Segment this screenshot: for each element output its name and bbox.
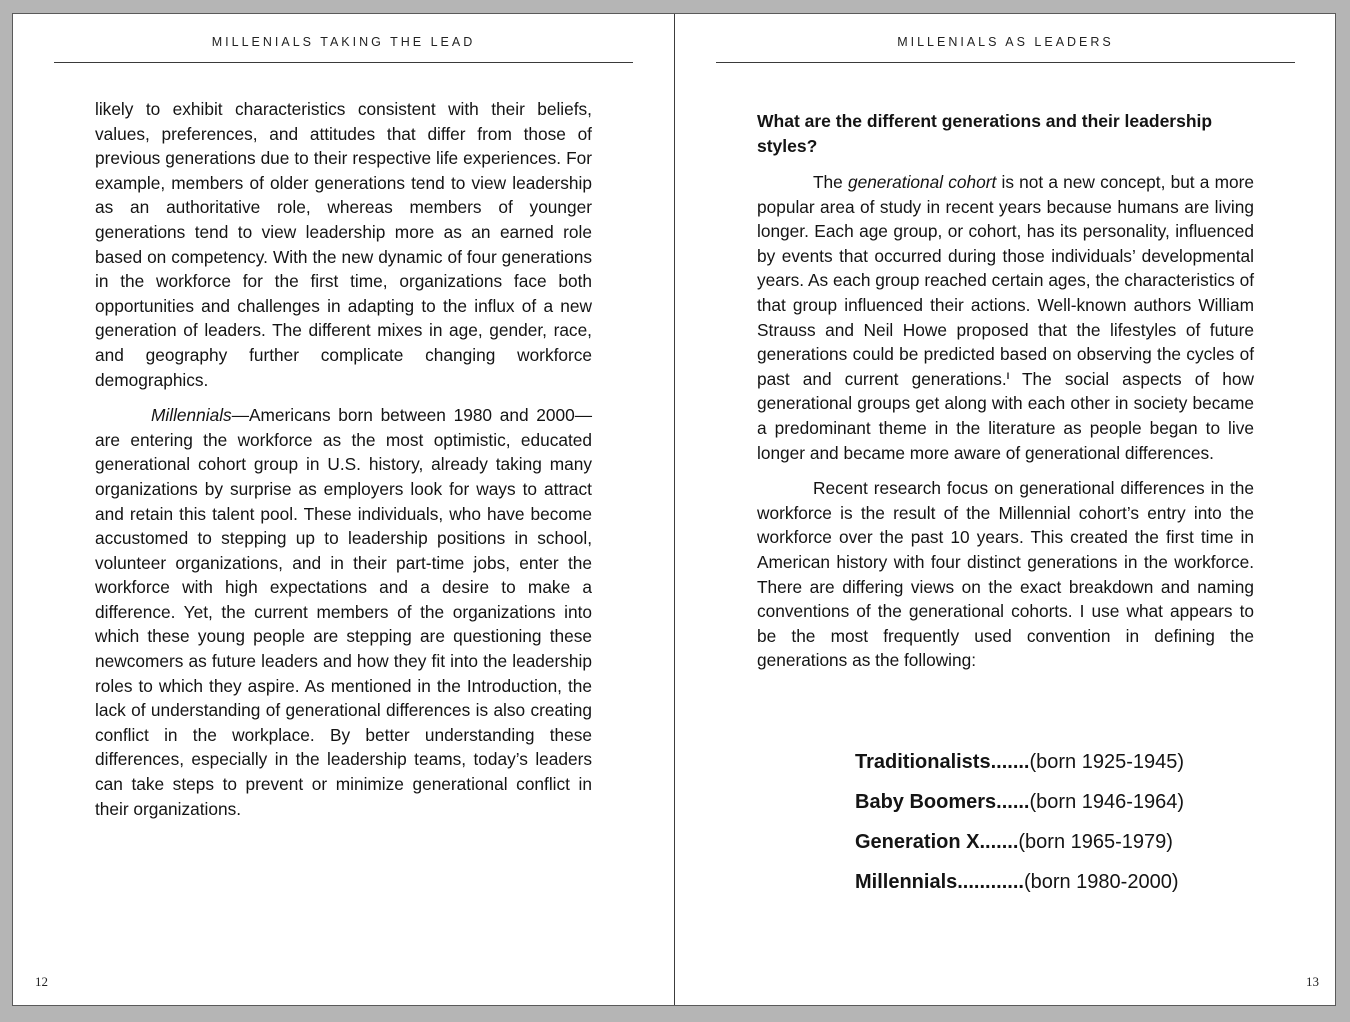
left-page-body [95, 97, 592, 832]
generation-name: Millennials............ [855, 871, 1024, 893]
header-rule-left [54, 62, 633, 63]
paragraph [95, 403, 592, 821]
paragraph-text: —Americans born between 1980 and 2000—are entering the workforce as the most optimistic, educated generational cohort group in U.S. history, already taking many organizations by surprise as employers look for ways to attract and retain this talent pool. These individuals, who have become accustomed to stepping up to leadership positions in school, volunteer organizations, and in their part-time jobs, enter the workforce with high expectations and a desire to make a difference. Yet, the current members of the organizations into which these young people are stepping are questioning these newcomers as future leaders and how they fit into the leadership roles to which they aspire. As mentioned in the Introduction, the lack of understanding of generational differences is also creating conflict in the workplace. By better understanding these differences, especially in the leadership teams, today’s leaders can take steps to prevent or minimize generational conflict in their organizations. [95, 405, 592, 819]
header-rule-right [716, 62, 1295, 63]
list-item [855, 866, 1184, 906]
page-number-left: 12 [35, 974, 48, 989]
list-item [855, 826, 1184, 866]
paragraph-lead: The [813, 172, 848, 192]
paragraph [757, 170, 1254, 465]
italic-term: generational cohort [847, 172, 997, 192]
generation-years: (born 1946-1964) [1029, 791, 1185, 813]
paragraph-text: The social aspects of how generational groups get along with each other in society became a predominant theme in the literature as people began to live longer and became more aware of generational differences. [757, 368, 1254, 463]
running-head-right: MILLENIALS AS LEADERS [897, 35, 1114, 49]
book-spread [12, 13, 1336, 1006]
footnote-marker[interactable]: I [1006, 370, 1010, 381]
running-head-left: MILLENIALS TAKING THE LEAD [211, 35, 476, 49]
paragraph: likely to exhibit characteristics consistent with their beliefs, values, preferences, and attitudes that differ from those of previous generations due to their respective life experiences. For example, members of older generations tend to view leadership as an authoritative role, whereas members of younger generations tend to view leadership more as an earned role based on competency. With the new dynamic of four generations in the workforce for the first time, organizations face both opportunities and challenges in adapting to the influx of a new generation of leaders. The different mixes in age, gender, race, and geography further complicate changing workforce demographics. [95, 99, 592, 390]
italic-term: Millennials [151, 405, 232, 426]
generation-years: (born 1965-1979) [1018, 831, 1173, 853]
page-number-right: 13 [1306, 974, 1319, 989]
generation-name: Baby Boomers...... [855, 791, 1030, 813]
generation-years: (born 1925-1945) [1029, 751, 1185, 773]
left-page [13, 14, 675, 1005]
generation-name: Generation X....... [855, 831, 1019, 853]
generation-name: Traditionalists....... [855, 751, 1030, 773]
list-item [855, 786, 1184, 826]
right-page [675, 14, 1335, 1005]
right-page-body [757, 109, 1254, 684]
generation-years: (born 1980-2000) [1023, 871, 1179, 893]
paragraph-text: is not a new concept, but a more popular area of study in recent years because humans are living longer. Each age group, or cohort, has its personality, influenced by events that occurred during those individuals’ developmental years. As each group reached certain ages, the characteristics of that group influenced their actions. Well-known authors William Strauss and Neil Howe proposed that the lifestyles of future generations could be predicted based on observing the cycles of past and current generations. [757, 172, 1254, 389]
list-item [855, 746, 1184, 786]
section-heading: What are the different generations and their leadership styles? [757, 111, 1213, 156]
generations-list [855, 746, 1184, 906]
paragraph: Recent research focus on generational differences in the workforce is the result of the Millennial cohort’s entry into the workforce over the past 10 years. This created the first time in American history with four distinct generations in the workforce. There are differing views on the exact breakdown and naming conventions of the generational cohorts. I use what appears to be the most frequently used convention in defining the generations as the following: [757, 478, 1254, 671]
